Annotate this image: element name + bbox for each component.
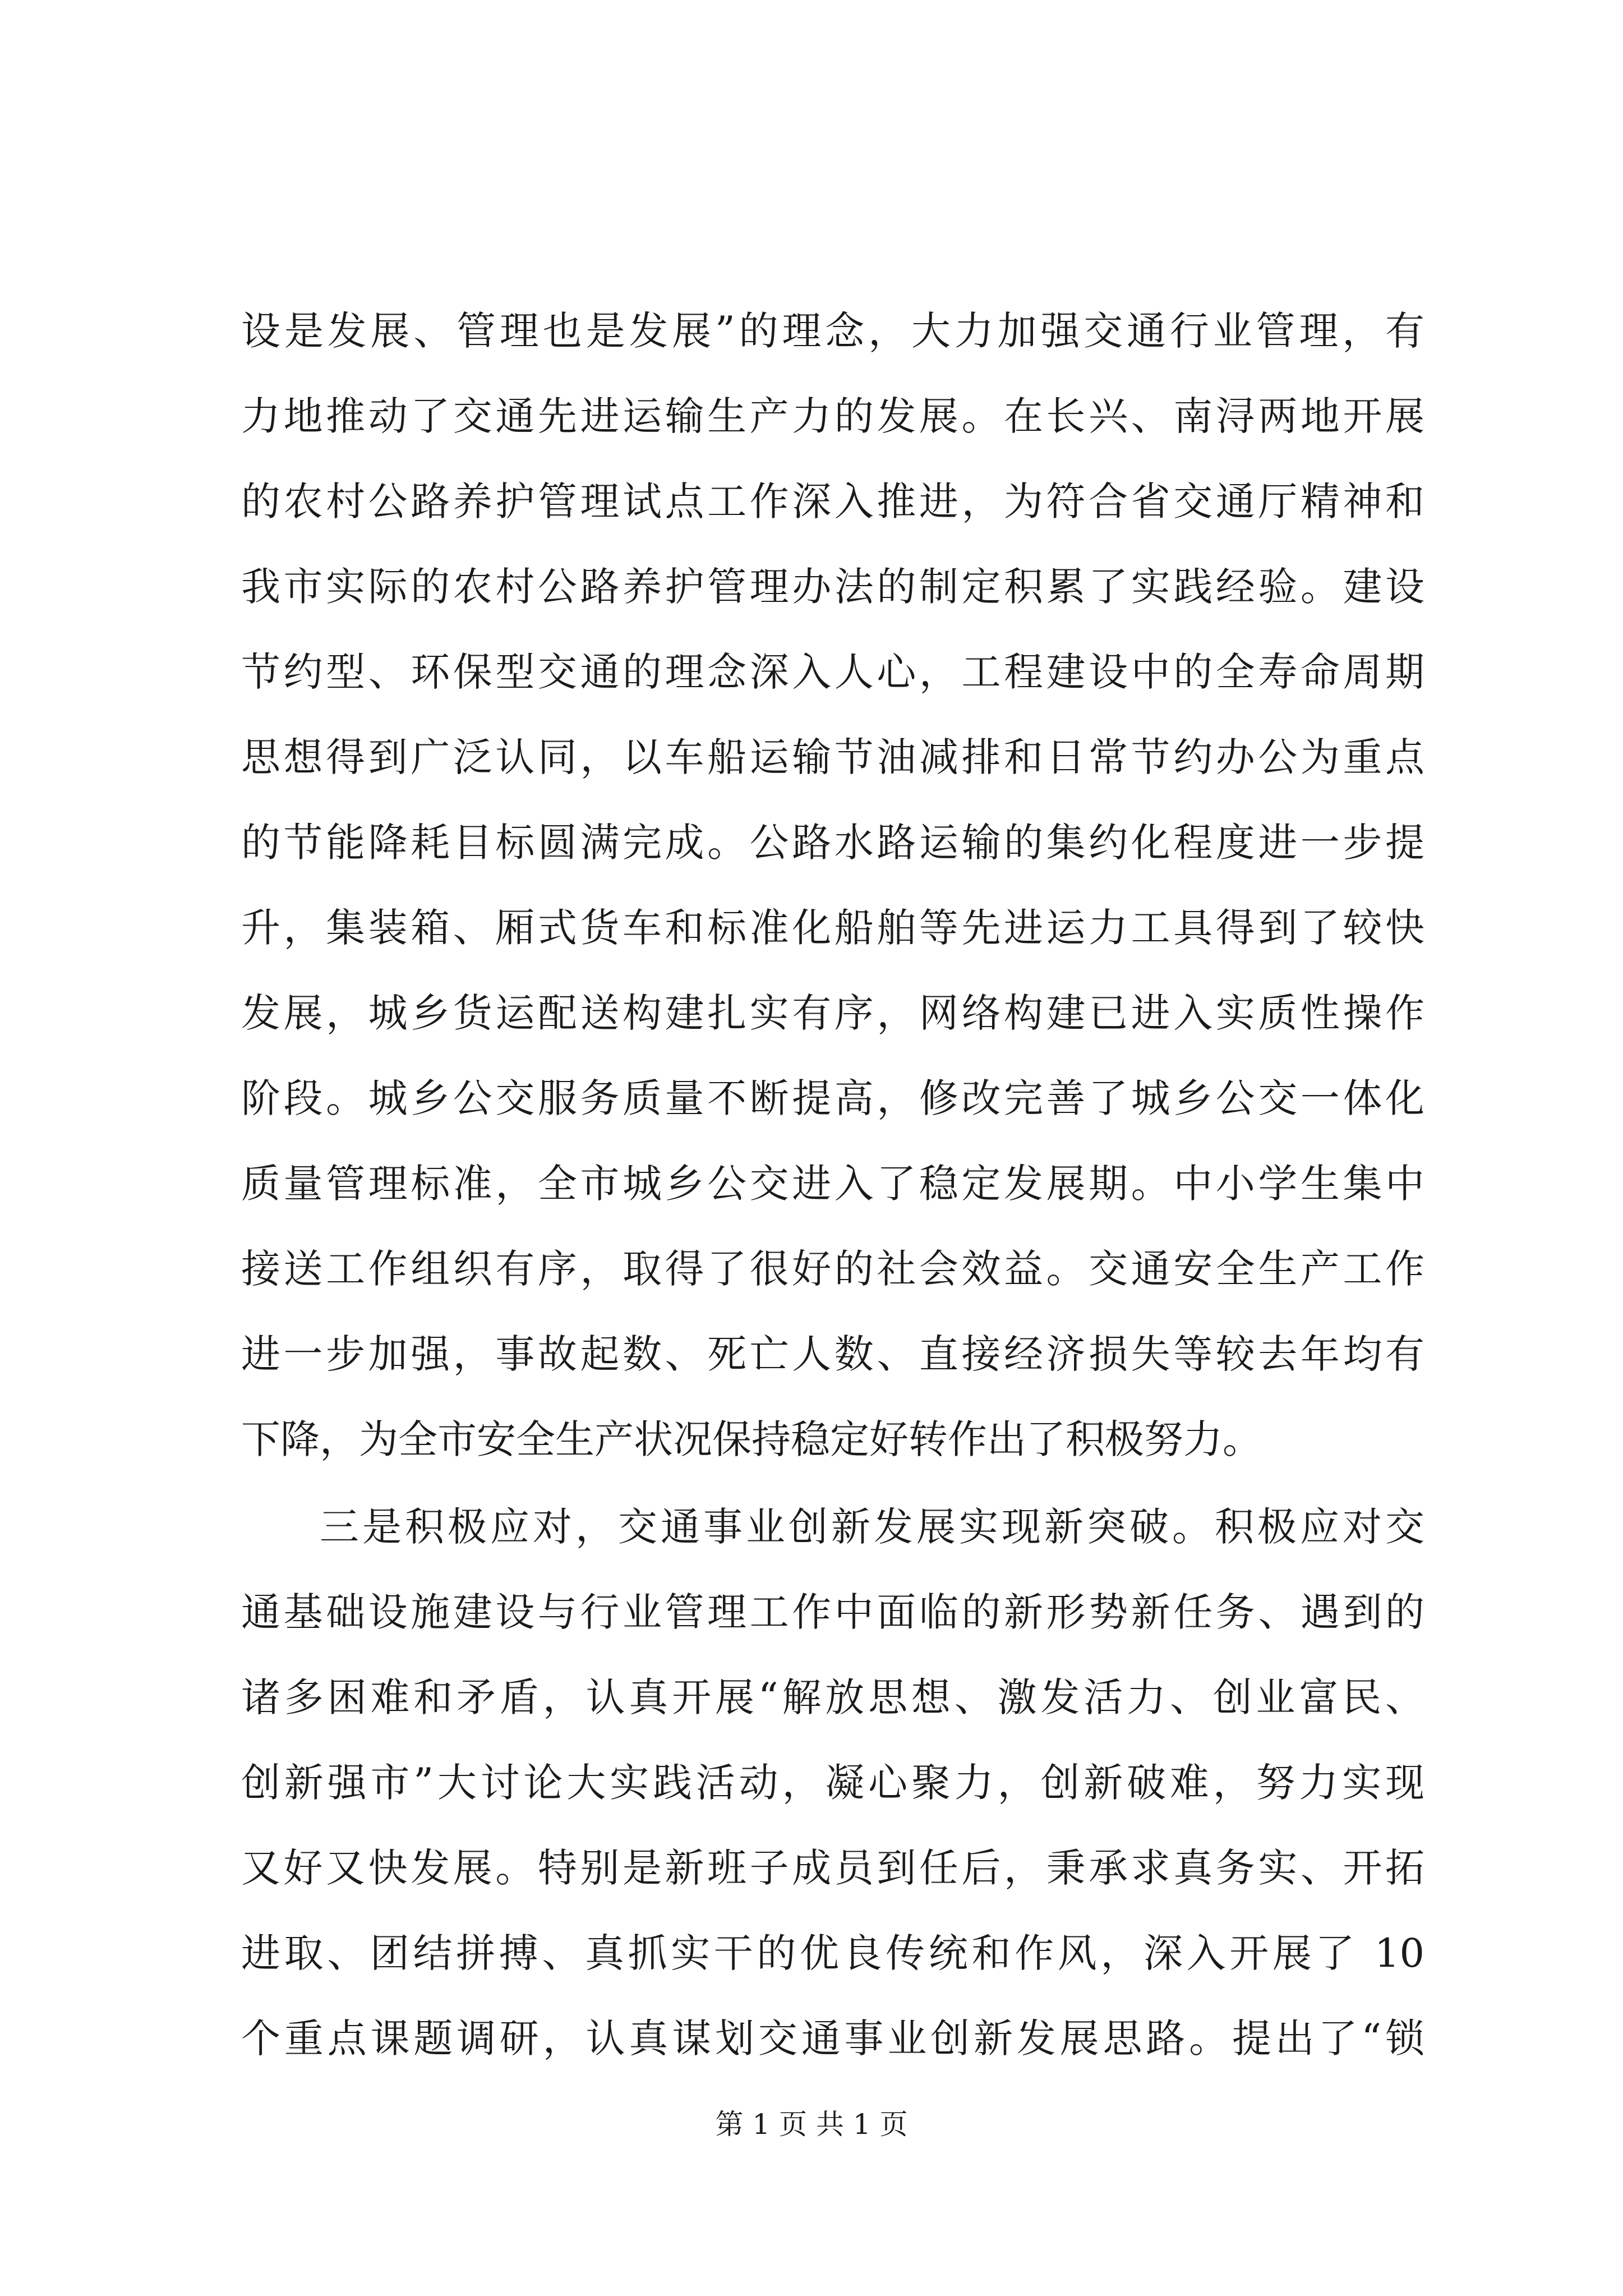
text-line-3: 的农村公路养护管理试点工作深入推进，为符合省交通厅精神和: [241, 478, 1424, 524]
text-line-5: 节约型、环保型交通的理念深入人心，工程建设中的全寿命周期: [241, 649, 1424, 695]
text-line-9: 发展，城乡货运配送构建扎实有序，网络构建已进入实质性操作: [241, 990, 1424, 1036]
text-line-13: 进一步加强，事故起数、死亡人数、直接经济损失等较去年均有: [241, 1331, 1424, 1377]
text-line-19: 又好又快发展。特别是新班子成员到任后，秉承求真务实、开拓: [241, 1845, 1424, 1891]
page-footer: 第 1 页 共 1 页: [715, 2108, 908, 2141]
text-line-10: 阶段。城乡公交服务质量不断提高，修改完善了城乡公交一体化: [241, 1075, 1424, 1121]
text-line-20: 进取、团结拼搏、真抓实干的优良传统和作风，深入开展了 10: [241, 1930, 1424, 1976]
text-line-1: 设是发展、管理也是发展”的理念，大力加强交通行业管理，有: [241, 308, 1424, 354]
text-line-12: 接送工作组织有序，取得了很好的社会效益。交通安全生产工作: [241, 1246, 1424, 1292]
text-line-2: 力地推动了交通先进运输生产力的发展。在长兴、南浔两地开展: [241, 393, 1424, 439]
text-line-21: 个重点课题调研，认真谋划交通事业创新发展思路。提出了“锁: [241, 2016, 1424, 2062]
text-line-11: 质量管理标准，全市城乡公交进入了稳定发展期。中小学生集中: [241, 1161, 1424, 1207]
text-line-7: 的节能降耗目标圆满完成。公路水路运输的集约化程度进一步提: [241, 820, 1424, 866]
text-line-16: 通基础设施建设与行业管理工作中面临的新形势新任务、遇到的: [241, 1589, 1424, 1635]
text-line-18: 创新强市”大讨论大实践活动，凝心聚力，创新破难，努力实现: [241, 1760, 1424, 1806]
text-line-17: 诸多困难和矛盾，认真开展“解放思想、激发活力、创业富民、: [241, 1674, 1424, 1720]
text-line-14: 下降，为全市安全生产状况保持稳定好转作出了积极努力。: [241, 1416, 1262, 1462]
text-line-6: 思想得到广泛认同，以车船运输节油减排和日常节约办公为重点: [241, 734, 1424, 780]
text-line-4: 我市实际的农村公路养护管理办法的制定积累了实践经验。建设: [241, 564, 1424, 610]
text-line-8: 升，集装箱、厢式货车和标准化船舶等先进运力工具得到了较快: [241, 905, 1424, 951]
paragraph-start-line: 三是积极应对，交通事业创新发展实现新突破。积极应对交: [320, 1504, 1424, 1550]
